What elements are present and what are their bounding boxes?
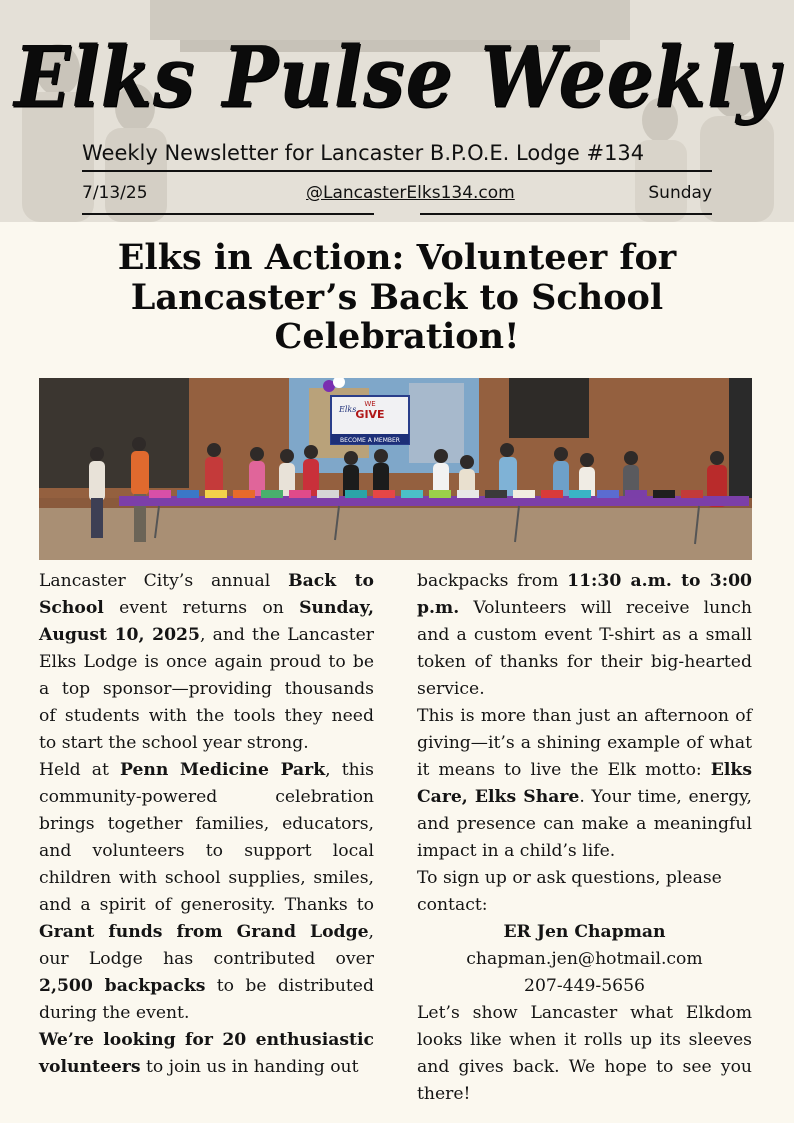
article-column-right	[417, 568, 752, 1108]
issue-day: Sunday	[648, 183, 712, 203]
text-run: , this community-powered celebration brings together families, educators, and volunteers to support local children with school supplies, smiles, and a spirit of generosity. Thanks to	[39, 760, 374, 915]
meta-rule-right	[420, 213, 712, 215]
contact-name	[417, 919, 752, 946]
paragraph-volunteers	[39, 1027, 374, 1081]
banner-text-elks: Elks	[339, 405, 357, 414]
text-run: event returns on	[103, 598, 300, 618]
text-bold-times: 11:30 a.m. to 3:00 p.m.	[417, 571, 752, 618]
text-run: , and the Lancaster Elks Lodge is once again proud to be a top sponsor—providing thousands of students with the tools they need to start the school year strong.	[39, 625, 374, 753]
meta-rule-left	[82, 213, 374, 215]
text-bold-event-date: Sunday, August 10, 2025	[39, 598, 374, 645]
text-bold-back-to-school: Back to School	[39, 571, 374, 618]
paragraph-closing: Let’s show Lancaster what Elkdom looks like when it rolls up its sleeves and gives back. We hope to see you there!	[417, 1003, 752, 1104]
contact-name-text: ER Jen Chapman	[503, 922, 666, 942]
newsletter-title: Elks Pulse Weekly	[14, 30, 780, 127]
text-bold-backpacks: 2,500 backpacks	[39, 976, 206, 996]
article-column-left	[39, 568, 374, 1081]
paragraph-motto	[417, 703, 752, 865]
subtitle-rule	[82, 170, 712, 172]
text-bold-grant: Grant funds from Grand Lodge	[39, 922, 369, 942]
contact-phone[interactable]: 207-449-5656	[524, 976, 645, 996]
newsletter-subtitle: Weekly Newsletter for Lancaster B.P.O.E. Lodge #134	[82, 141, 645, 165]
volunteers-photo-illustration	[39, 378, 752, 560]
text-bold-motto: Elks Care, Elks Share	[417, 760, 752, 807]
paragraph-contact-intro: To sign up or ask questions, please contact:	[417, 868, 722, 915]
article-headline: Elks in Action: Volunteer for Lancaster’s Back to School Celebration!	[117, 237, 677, 358]
text-run: to join us in handing out	[140, 1057, 359, 1077]
volunteers-photo	[39, 378, 752, 560]
text-run: This is more than just an afternoon of giving—it’s a shining example of what it means to live the Elk motto:	[417, 706, 752, 780]
text-run: backpacks from	[417, 571, 568, 591]
paragraph-venue	[39, 757, 374, 1027]
text-bold-venue: Penn Medicine Park	[120, 760, 326, 780]
contact-email[interactable]: chapman.jen@hotmail.com	[466, 949, 703, 969]
text-run: to be distributed during the event.	[39, 976, 374, 1023]
text-bold-volunteers: We’re looking for 20 enthusiastic volunteers	[39, 1030, 374, 1077]
text-run: . Your time, energy, and presence can make a meaningful impact in a child’s life.	[417, 787, 752, 861]
paragraph-times	[417, 568, 752, 703]
banner-text-member: BECOME A MEMBER	[340, 437, 400, 444]
paragraph-intro	[39, 568, 374, 757]
banner-text-we: WE	[364, 400, 376, 408]
website-link[interactable]: @LancasterElks134.com	[306, 183, 515, 203]
text-run: Volunteers will receive lunch and a custom event T-shirt as a small token of thanks for their big-hearted service.	[417, 598, 752, 699]
text-run: , our Lodge has contributed over	[39, 922, 374, 969]
masthead	[0, 0, 794, 222]
text-run: Held at	[39, 760, 121, 780]
issue-date: 7/13/25	[82, 183, 148, 203]
text-run: Lancaster City’s annual	[39, 571, 289, 591]
banner-text-give: GIVE	[355, 408, 385, 421]
